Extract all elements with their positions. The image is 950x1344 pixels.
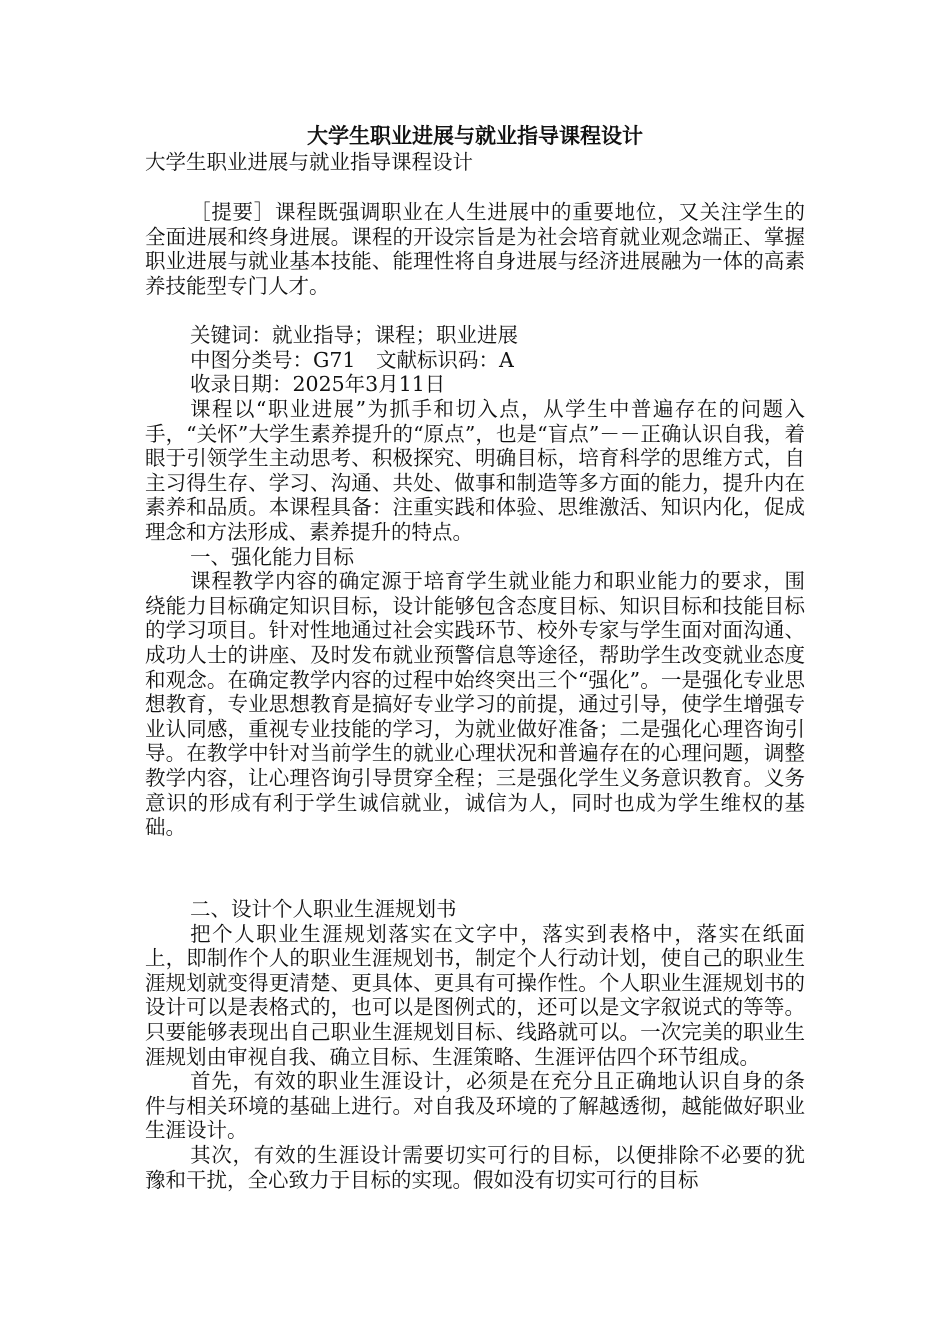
abstract [145, 200, 805, 298]
main-body [145, 397, 805, 840]
keywords: 关键词：就业指导；课程；职业进展 [190, 323, 518, 347]
abstract-text: ［提要］课程既强调职业在人生进展中的重要地位，又关注学生的全面进展和终身进展。课程的开设宗旨是为社会培育就业观念端正、掌握职业进展与就业基本技能、能理性将自身进展与经济进展融为一体的高素养技能型专门人才。 [145, 200, 805, 298]
intro-paragraph: 课程以“职业进展”为抓手和切入点，从学生中普遍存在的问题入手，“关怀”大学生素养提升的“原点”，也是“盲点”－－正确认识自我，着眼于引领学生主动思考、积极探究、明确目标，培育科学的思维方式，自主习得生存、学习、沟通、共处、做事和制造等多方面的能力，提升内在素养和品质。本课程具备：注重实践和体验、思维激活、知识内化，促成理念和方法形成、素养提升的特点。 [145, 397, 805, 544]
metadata [145, 323, 805, 397]
paragraph-first: 首先，有效的职业生涯设计，必须是在充分且正确地认识自身的条件与相关环境的基础上进行。对自我及环境的了解越透彻，越能做好职业生涯设计。 [145, 1069, 805, 1143]
document-subtitle: 大学生职业进展与就业指导课程设计 [145, 150, 473, 174]
classification: 中图分类号：G71 文献标识码：A [190, 347, 514, 372]
document-title: 大学生职业进展与就业指导课程设计 [307, 124, 643, 148]
received-date: 收录日期：2025年3月11日 [190, 372, 446, 397]
section-1-paragraph: 课程教学内容的确定源于培育学生就业能力和职业能力的要求，围绕能力目标确定知识目标，设计能够包含态度目标、知识目标和技能目标的学习项目。针对性地通过社会实践环节、校外专家与学生面对面沟通、成功人士的讲座、及时发布就业预警信息等途径，帮助学生改变就业态度和观念。在确定教学内容的过程中始终突出三个“强化”。一是强化专业思想教育，专业思想教育是搞好专业学习的前提，通过引导，使学生增强专业认同感，重视专业技能的学习，为就业做好准备；二是强化心理咨询引导。在教学中针对当前学生的就业心理状况和普遍存在的心理问题，调整教学内容，让心理咨询引导贯穿全程；三是强化学生义务意识教育。义务意识的形成有利于学生诚信就业，诚信为人，同时也成为学生维权的基础。 [145, 569, 805, 840]
section-1-heading: 一、强化能力目标 [190, 544, 354, 569]
paragraph-second: 其次，有效的生涯设计需要切实可行的目标，以便排除不必要的犹豫和干扰，全心致力于目标的实现。假如没有切实可行的目标 [145, 1142, 805, 1192]
section-2-paragraph: 把个人职业生涯规划落实在文字中，落实到表格中，落实在纸面上，即制作个人的职业生涯规划书，制定个人行动计划，使自己的职业生涯规划就变得更清楚、更具体、更具有可操作性。个人职业生涯规划书的设计可以是表格式的，也可以是图例式的，还可以是文字叙说式的等等。只要能够表现出自己职业生涯规划目标、线路就可以。一次完美的职业生涯规划由审视自我、确立目标、生涯策略、生涯评估四个环节组成。 [145, 921, 805, 1069]
section-2 [145, 897, 805, 1192]
section-2-heading: 二、设计个人职业生涯规划书 [190, 897, 457, 921]
